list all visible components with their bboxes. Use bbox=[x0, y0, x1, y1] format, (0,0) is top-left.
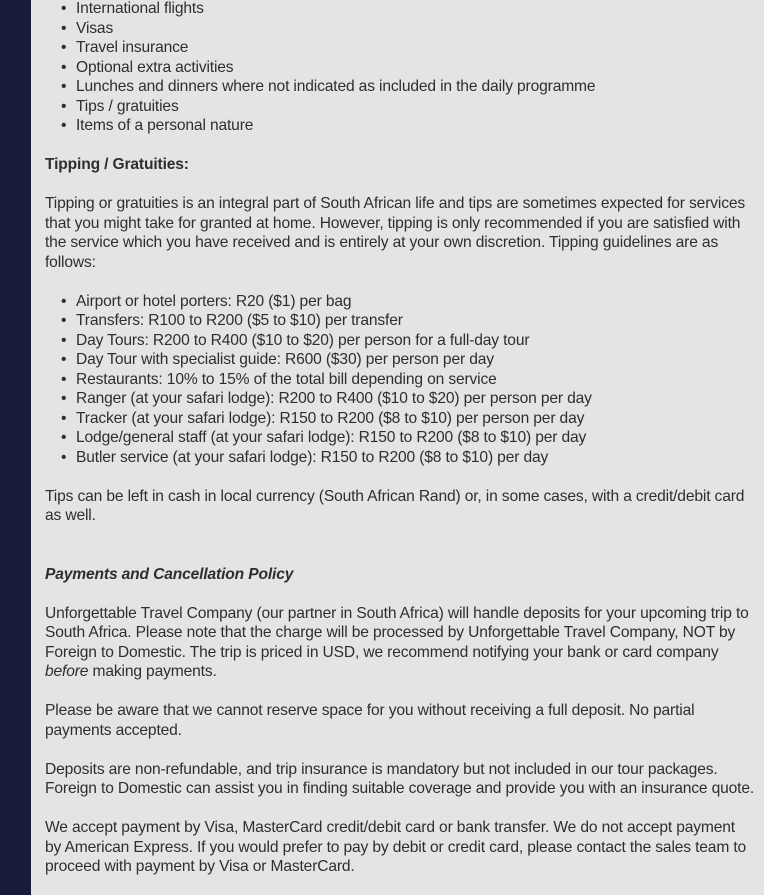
tipping-guidelines-list bbox=[45, 292, 755, 468]
list-item: • Airport or hotel porters: R20 ($1) per bag bbox=[76, 292, 755, 312]
list-item: • Visas bbox=[76, 19, 755, 39]
list-item: • Day Tours: R200 to R400 ($10 to $20) per person for a full-day tour bbox=[76, 331, 755, 351]
payments-heading: Payments and Cancellation Policy bbox=[45, 565, 294, 583]
payments-paragraph-1 bbox=[45, 604, 755, 682]
tipping-intro: Tipping or gratuities is an integral part of South African life and tips are sometimes expected for services that you might take for granted at home. However, tipping is only recommended if you are satisfied with the service which you have received and is entirely at your own discretion. Tipping guidelines are as follows: bbox=[45, 195, 746, 271]
p1-text: Unforgettable Travel Company (our partner in South Africa) will handle deposits for your upcoming trip to South Africa. Please note that the charge will be processed by Unforgettable Travel Company, NOT by Foreign to Domestic. The trip is priced in USD, we recommend notifying your bank or card company bbox=[45, 604, 749, 661]
list-item: • Ranger (at your safari lodge): R200 to R400 ($10 to $20) per person per day bbox=[76, 389, 755, 409]
list-item: • Tips / gratuities bbox=[76, 97, 755, 117]
list-item: • Butler service (at your safari lodge): R150 to R200 ($8 to $10) per day bbox=[76, 448, 755, 468]
excluded-list bbox=[45, 0, 755, 136]
tipping-heading: Tipping / Gratuities: bbox=[45, 156, 189, 173]
list-item: • Items of a personal nature bbox=[76, 116, 755, 136]
tipping-note: Tips can be left in cash in local currency (South African Rand) or, in some cases, with a credit/debit card as well. bbox=[45, 487, 745, 524]
list-item: • Travel insurance bbox=[76, 38, 755, 58]
payments-paragraph-3: Deposits are non-refundable, and trip insurance is mandatory but not included in our tour packages. Foreign to Domestic can assist you in finding suitable coverage and provide you with an insurance quote. bbox=[45, 760, 755, 797]
p1-emphasis: before bbox=[45, 663, 89, 680]
list-item: • Day Tour with specialist guide: R600 ($30) per person per day bbox=[76, 350, 755, 370]
payments-paragraph-4: We accept payment by Visa, MasterCard credit/debit card or bank transfer. We do not accept payment by American Express. If you would prefer to pay by debit or credit card, please contact the sales team to proceed with payment by Visa or MasterCard. bbox=[45, 819, 747, 875]
list-item: • Restaurants: 10% to 15% of the total bill depending on service bbox=[76, 370, 755, 390]
list-item: • Lodge/general staff (at your safari lodge): R150 to R200 ($8 to $10) per day bbox=[76, 428, 755, 448]
document-content bbox=[45, 0, 755, 877]
list-item: • International flights bbox=[76, 0, 755, 19]
list-item: • Optional extra activities bbox=[76, 58, 755, 78]
sidebar-band bbox=[0, 0, 31, 895]
list-item: • Lunches and dinners where not indicated as included in the daily programme bbox=[76, 77, 755, 97]
list-item: • Transfers: R100 to R200 ($5 to $10) per transfer bbox=[76, 311, 755, 331]
list-item: • Tracker (at your safari lodge): R150 to R200 ($8 to $10) per person per day bbox=[76, 409, 755, 429]
p1-text-end: making payments. bbox=[88, 663, 217, 680]
payments-paragraph-2: Please be aware that we cannot reserve space for you without receiving a full deposit. No partial payments accepted. bbox=[45, 702, 695, 739]
